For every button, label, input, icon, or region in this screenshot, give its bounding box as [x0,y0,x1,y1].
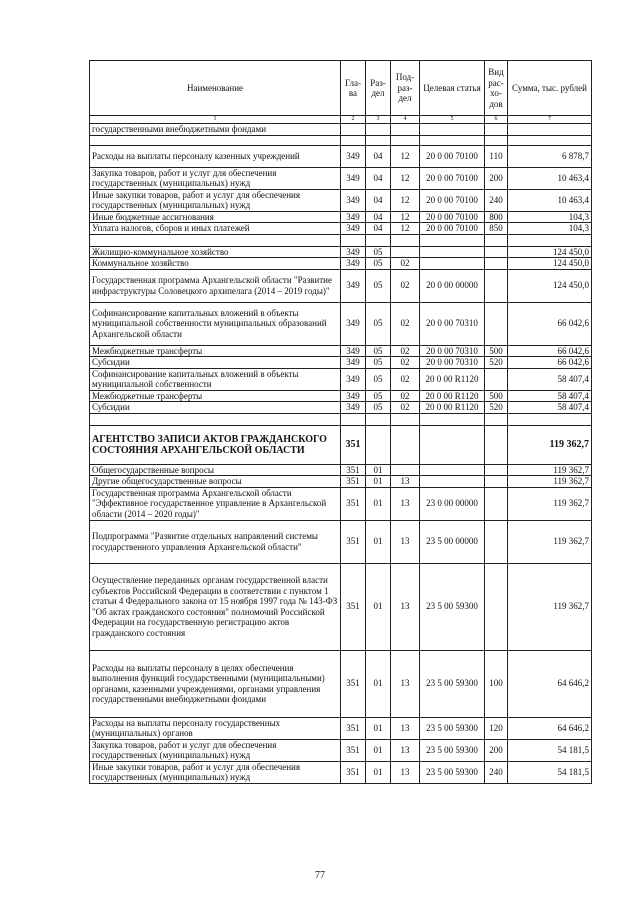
row-glava: 349 [341,189,366,211]
row-target: 23 5 00 00000 [420,520,485,563]
row-name: Жилищно-коммунальное хозяйство [90,246,341,258]
table-row [90,487,592,520]
row-name: Другие общегосударственные вопросы [90,476,341,488]
row-podrazdel [391,464,420,476]
row-vid: 200 [485,739,508,761]
row-podrazdel: 02 [391,258,420,270]
row-name: Коммунальное хозяйство [90,258,341,270]
table-row [90,246,592,258]
row-name: Уплата налогов, сборов и иных платежей [90,223,341,235]
header-razdel: Раз-дел [366,61,391,116]
header-glava: Гла-ва [341,61,366,116]
row-target: 23 5 00 59300 [420,650,485,717]
table-row [90,563,592,650]
table-row [90,345,592,357]
row-glava: 351 [341,761,366,783]
row-podrazdel: 13 [391,739,420,761]
row-name: Государственная программа Архангельской области "Развитие инфраструктуры Соловецкого архипелага (2014 – 2019 годы)" [90,269,341,302]
column-index: 3 [366,116,391,124]
table-row [90,258,592,270]
table-row [90,124,592,136]
row-target: 20 0 00 70100 [420,223,485,235]
row-sum: 119 362,7 [508,464,592,476]
row-glava: 351 [341,476,366,488]
row-podrazdel: 13 [391,487,420,520]
row-sum: 64 646,2 [508,650,592,717]
row-razdel: 05 [366,269,391,302]
row-name: Иные закупки товаров, работ и услуг для обеспечения государственных (муниципальных) нужд [90,189,341,211]
agency-name: АГЕНТСТВО ЗАПИСИ АКТОВ ГРАЖДАНСКОГО СОСТОЯНИЯ АРХАНГЕЛЬСКОЙ ОБЛАСТИ [90,425,341,464]
row-sum: 119 362,7 [508,487,592,520]
table-row [90,402,592,414]
row-sum: 119 362,7 [508,476,592,488]
row-razdel: 05 [366,345,391,357]
row-sum: 124 450,0 [508,246,592,258]
row-sum: 66 042,6 [508,302,592,345]
row-target [420,258,485,270]
row-podrazdel: 12 [391,211,420,223]
row-razdel: 01 [366,563,391,650]
row-name: Расходы на выплаты персоналу в целях обеспечения выполнения функций государственными (муниципальными) органами, казенными учреждениями, органами управления государственными внебюджетными фондами [90,650,341,717]
row-vid: 520 [485,402,508,414]
row-sum: 58 407,4 [508,368,592,390]
row-vid [485,476,508,488]
row-podrazdel: 02 [391,345,420,357]
row-glava: 349 [341,223,366,235]
column-index: 2 [341,116,366,124]
row-sum: 119 362,7 [508,425,592,464]
row-podrazdel: 02 [391,368,420,390]
spacer-row [90,234,592,246]
row-sum: 66 042,6 [508,345,592,357]
table-row [90,211,592,223]
row-vid [485,464,508,476]
row-vid: 800 [485,211,508,223]
row-target: 23 5 00 59300 [420,739,485,761]
row-razdel: 01 [366,761,391,783]
row-glava: 349 [341,368,366,390]
row-razdel: 04 [366,211,391,223]
row-glava: 351 [341,650,366,717]
row-name: Межбюджетные трансферты [90,345,341,357]
row-vid [485,520,508,563]
row-podrazdel: 02 [391,390,420,402]
table-row [90,167,592,189]
table-row [90,189,592,211]
row-razdel: 01 [366,717,391,739]
row-name: Иные закупки товаров, работ и услуг для обеспечения государственных (муниципальных) нужд [90,761,341,783]
row-razdel: 04 [366,145,391,167]
row-glava: 351 [341,717,366,739]
row-vid: 100 [485,650,508,717]
row-glava: 351 [341,520,366,563]
row-sum: 6 878,7 [508,145,592,167]
row-name: Субсидии [90,402,341,414]
row-target: 20 0 00 70100 [420,189,485,211]
row-name: Закупка товаров, работ и услуг для обеспечения государственных (муниципальных) нужд [90,167,341,189]
row-target: 20 0 00 70310 [420,345,485,357]
row-glava: 349 [341,246,366,258]
row-name: Осуществление переданных органам государственной власти субъектов Российской Федерации в соответствии с пунктом 1 статьи 4 Федерального закона от 15 ноября 1997 года № 143-ФЗ "Об актах гражданского состояния" полномочий Российской Федерации на государственную регистрацию актов гражданского состояния [90,563,341,650]
row-sum [508,124,592,136]
row-podrazdel: 12 [391,167,420,189]
row-podrazdel: 02 [391,302,420,345]
row-target [420,425,485,464]
row-razdel: 05 [366,390,391,402]
header-vid: Вид рас-хо-дов [485,61,508,116]
row-target: 20 0 00 70310 [420,302,485,345]
row-target: 23 5 00 59300 [420,761,485,783]
row-razdel [366,425,391,464]
row-name: Расходы на выплаты персоналу казенных учреждений [90,145,341,167]
row-podrazdel: 12 [391,223,420,235]
row-podrazdel: 13 [391,520,420,563]
row-vid: 500 [485,345,508,357]
row-razdel: 05 [366,402,391,414]
row-vid: 200 [485,167,508,189]
row-razdel: 01 [366,476,391,488]
row-sum: 124 450,0 [508,258,592,270]
row-glava: 349 [341,302,366,345]
table-row [90,390,592,402]
row-sum: 119 362,7 [508,520,592,563]
row-podrazdel: 13 [391,650,420,717]
row-glava: 349 [341,269,366,302]
row-glava: 351 [341,425,366,464]
table-row [90,357,592,369]
spacer-row [90,135,592,145]
row-name: Иные бюджетные ассигнования [90,211,341,223]
agency-row [90,425,592,464]
row-razdel: 01 [366,487,391,520]
row-glava: 349 [341,402,366,414]
row-podrazdel: 13 [391,476,420,488]
row-name: Субсидии [90,357,341,369]
row-sum: 104,3 [508,211,592,223]
table-row [90,520,592,563]
table-row [90,145,592,167]
row-sum: 119 362,7 [508,563,592,650]
row-glava [341,124,366,136]
row-razdel: 04 [366,223,391,235]
row-vid [485,302,508,345]
row-glava: 349 [341,357,366,369]
row-sum: 58 407,4 [508,390,592,402]
row-name: Расходы на выплаты персоналу государственных (муниципальных) органов [90,717,341,739]
row-glava: 351 [341,563,366,650]
row-vid: 240 [485,189,508,211]
header-target: Целевая статья [420,61,485,116]
row-glava: 351 [341,487,366,520]
row-vid: 500 [485,390,508,402]
row-target: 20 0 00 70100 [420,167,485,189]
row-vid: 120 [485,717,508,739]
spacer-row [90,413,592,425]
column-index: 7 [508,116,592,124]
row-target [420,246,485,258]
row-podrazdel: 13 [391,717,420,739]
row-vid [485,425,508,464]
row-podrazdel: 13 [391,761,420,783]
row-podrazdel [391,425,420,464]
row-sum: 64 646,2 [508,717,592,739]
row-sum: 54 181,5 [508,739,592,761]
row-razdel: 05 [366,258,391,270]
row-razdel: 04 [366,189,391,211]
header-podrazdel: Под-раз-дел [391,61,420,116]
row-glava: 349 [341,258,366,270]
table-row [90,302,592,345]
row-glava: 351 [341,739,366,761]
row-name: Софинансирование капитальных вложений в объекты муниципальной собственности муниципальных образований Архангельской области [90,302,341,345]
row-target: 20 0 00 R1120 [420,390,485,402]
row-name: Софинансирование капитальных вложений в объекты муниципальной собственности [90,368,341,390]
row-podrazdel: 02 [391,357,420,369]
row-target: 23 0 00 00000 [420,487,485,520]
row-target: 20 0 00 R1120 [420,402,485,414]
row-vid [485,246,508,258]
row-glava: 349 [341,145,366,167]
row-glava: 349 [341,211,366,223]
row-podrazdel [391,124,420,136]
table-row [90,761,592,783]
row-podrazdel: 02 [391,269,420,302]
row-vid [485,368,508,390]
row-podrazdel [391,246,420,258]
row-podrazdel: 12 [391,145,420,167]
row-name: Государственная программа Архангельской области "Эффективное государственное управление в Архангельской области (2014 – 2020 годы)" [90,487,341,520]
row-name: Межбюджетные трансферты [90,390,341,402]
row-sum: 58 407,4 [508,402,592,414]
row-sum: 10 463,4 [508,189,592,211]
column-index: 1 [90,116,341,124]
header-name: Наименование [90,61,341,116]
row-razdel: 05 [366,302,391,345]
column-index: 6 [485,116,508,124]
row-vid [485,124,508,136]
row-target: 20 0 00 00000 [420,269,485,302]
table-row [90,368,592,390]
row-sum: 10 463,4 [508,167,592,189]
row-glava: 349 [341,167,366,189]
row-name: Подпрограмма "Развитие отдельных направлений системы государственного управления Архангельской области" [90,520,341,563]
row-vid: 520 [485,357,508,369]
row-vid [485,258,508,270]
table-header-row [90,61,592,116]
row-name: Закупка товаров, работ и услуг для обеспечения государственных (муниципальных) нужд [90,739,341,761]
row-target [420,464,485,476]
row-sum: 124 450,0 [508,269,592,302]
column-index-row [90,116,592,124]
budget-table [89,60,592,784]
table-row [90,650,592,717]
row-razdel: 05 [366,246,391,258]
table-row [90,717,592,739]
row-vid [485,487,508,520]
row-podrazdel: 13 [391,563,420,650]
row-target [420,124,485,136]
row-razdel: 05 [366,368,391,390]
row-sum: 66 042,6 [508,357,592,369]
row-podrazdel: 02 [391,402,420,414]
row-glava: 349 [341,390,366,402]
row-glava: 349 [341,345,366,357]
row-razdel: 01 [366,739,391,761]
row-name: государственными внебюджетными фондами [90,124,341,136]
row-vid: 240 [485,761,508,783]
row-razdel [366,124,391,136]
table-row [90,476,592,488]
table-row [90,269,592,302]
row-vid: 110 [485,145,508,167]
row-sum: 104,3 [508,223,592,235]
row-razdel: 01 [366,520,391,563]
column-index: 5 [420,116,485,124]
table-row [90,223,592,235]
row-target: 20 0 00 70100 [420,211,485,223]
row-razdel: 05 [366,357,391,369]
row-razdel: 04 [366,167,391,189]
row-target: 20 0 00 70100 [420,145,485,167]
table-row [90,464,592,476]
row-podrazdel: 12 [391,189,420,211]
row-razdel: 01 [366,650,391,717]
row-vid: 850 [485,223,508,235]
row-target: 23 5 00 59300 [420,717,485,739]
row-name: Общегосударственные вопросы [90,464,341,476]
row-vid [485,269,508,302]
row-razdel: 01 [366,464,391,476]
column-index: 4 [391,116,420,124]
table-row [90,739,592,761]
row-target: 23 5 00 59300 [420,563,485,650]
row-target: 20 0 00 70310 [420,357,485,369]
row-target [420,476,485,488]
page-number: 77 [315,870,325,881]
row-glava: 351 [341,464,366,476]
row-sum: 54 181,5 [508,761,592,783]
row-target: 20 0 00 R1120 [420,368,485,390]
row-vid [485,563,508,650]
header-sum: Сумма, тыс. рублей [508,61,592,116]
